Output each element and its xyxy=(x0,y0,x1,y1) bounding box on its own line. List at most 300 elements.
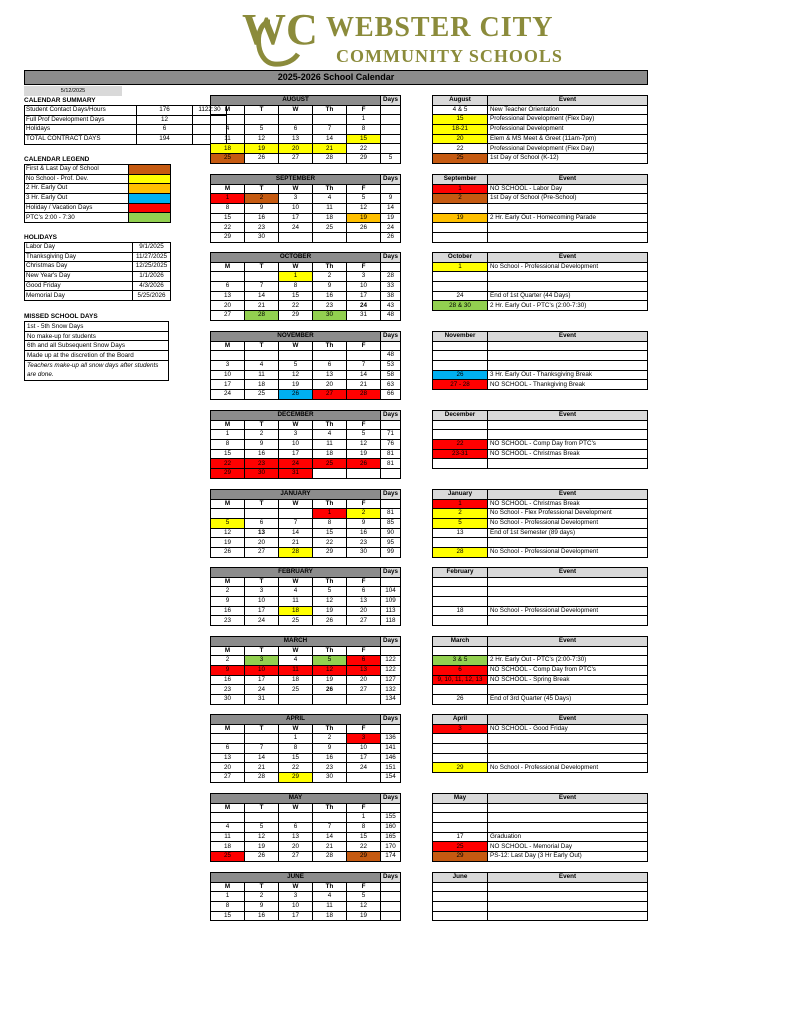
day-cell: 27 xyxy=(279,852,313,862)
holiday-date: 1/1/2026 xyxy=(133,272,171,282)
day-cell: 5 xyxy=(245,823,279,833)
day-cell: 23 xyxy=(211,616,245,626)
event-text: End of 3rd Quarter (45 Days) xyxy=(488,695,648,705)
day-cell: 6 xyxy=(279,125,313,135)
event-text xyxy=(488,911,648,921)
event-date xyxy=(433,272,488,282)
day-cell: 2 xyxy=(245,430,279,440)
event-text: 2 Hr. Early Out - PTC's (2:00-7:30) xyxy=(488,301,648,311)
event-date xyxy=(433,459,488,469)
day-cell: 8 xyxy=(279,282,313,292)
summary-hours: 1122:30 xyxy=(193,106,227,116)
week-row xyxy=(211,813,401,823)
day-cell: 26 xyxy=(245,154,279,164)
weekday-row xyxy=(211,499,401,509)
weekday-label: Th xyxy=(313,646,347,656)
missed-days-box xyxy=(24,321,169,381)
summary-value: 6 xyxy=(137,125,193,135)
legend-row xyxy=(25,213,171,223)
events-header-row xyxy=(433,794,648,804)
events-table-march xyxy=(432,636,648,705)
days-count: 81 xyxy=(381,459,401,469)
day-cell: 1 xyxy=(211,892,245,902)
day-cell: 28 xyxy=(245,311,279,321)
event-text: No School - Professional Development xyxy=(488,519,648,529)
day-cell: 15 xyxy=(313,528,347,538)
event-text xyxy=(488,902,648,912)
weekday-label: W xyxy=(279,646,313,656)
day-cell: 25 xyxy=(313,459,347,469)
day-cell: 22 xyxy=(347,842,381,852)
days-count: 48 xyxy=(381,311,401,321)
weekday-label: F xyxy=(347,882,381,892)
weekday-row xyxy=(211,803,401,813)
events-month-label: January xyxy=(433,490,488,500)
month-header-row xyxy=(211,96,401,106)
holiday-row xyxy=(25,281,171,291)
day-cell: 19 xyxy=(245,144,279,154)
week-row xyxy=(211,361,401,371)
days-count: 155 xyxy=(381,813,401,823)
summary-label: TOTAL CONTRACT DAYS xyxy=(25,135,137,145)
event-text: 2 Hr. Early Out - PTC's (2:00-7:30) xyxy=(488,656,648,666)
day-cell: 16 xyxy=(245,449,279,459)
day-cell: 16 xyxy=(211,675,245,685)
week-row xyxy=(211,459,401,469)
day-cell: 21 xyxy=(313,144,347,154)
event-text: No School - Professional Development xyxy=(488,606,648,616)
missed-note: Teachers make-up all snow days after students are done. xyxy=(27,361,159,378)
day-cell: 15 xyxy=(211,911,245,921)
event-row xyxy=(433,763,648,773)
day-cell: 3 xyxy=(347,734,381,744)
event-date xyxy=(433,597,488,607)
event-text xyxy=(488,577,648,587)
month-name: NOVEMBER xyxy=(211,332,381,342)
event-row xyxy=(433,597,648,607)
week-row xyxy=(211,606,401,616)
event-row xyxy=(433,194,648,204)
missed-line: No make-up for students xyxy=(25,332,168,342)
event-row xyxy=(433,272,648,282)
day-cell: 31 xyxy=(279,469,313,479)
weekday-label: F xyxy=(347,803,381,813)
weekday-label: W xyxy=(279,420,313,430)
day-cell: 11 xyxy=(245,370,279,380)
weekday-label: M xyxy=(211,803,245,813)
event-row xyxy=(433,380,648,390)
weekday-label: T xyxy=(245,803,279,813)
monogram-w: WC xyxy=(242,5,318,54)
day-cell: 27 xyxy=(347,616,381,626)
day-cell: 14 xyxy=(245,753,279,763)
weekday-label: T xyxy=(245,341,279,351)
week-row xyxy=(211,538,401,548)
day-cell: 23 xyxy=(313,763,347,773)
week-row xyxy=(211,115,401,125)
days-header: Days xyxy=(381,490,401,500)
week-row xyxy=(211,370,401,380)
events-month-label: June xyxy=(433,873,488,883)
event-date xyxy=(433,882,488,892)
days-count: 90 xyxy=(381,528,401,538)
weekday-label: Th xyxy=(313,420,347,430)
events-event-label: Event xyxy=(488,253,648,263)
day-cell: 2 xyxy=(245,892,279,902)
event-text: NO SCHOOL - Christmas Break xyxy=(488,499,648,509)
day-cell: 18 xyxy=(211,842,245,852)
day-cell xyxy=(245,115,279,125)
event-row xyxy=(433,646,648,656)
days-count: 28 xyxy=(381,272,401,282)
events-month-label: May xyxy=(433,794,488,804)
day-cell: 10 xyxy=(279,204,313,214)
month-table-november xyxy=(210,331,401,400)
weekday-label: W xyxy=(279,499,313,509)
day-cell: 27 xyxy=(211,773,245,783)
day-cell: 7 xyxy=(313,823,347,833)
weekday-label: Th xyxy=(313,262,347,272)
day-cell: 23 xyxy=(245,223,279,233)
week-row xyxy=(211,675,401,685)
event-row xyxy=(433,675,648,685)
day-cell: 2 xyxy=(211,656,245,666)
holiday-date: 11/27/2025 xyxy=(133,252,171,262)
event-row xyxy=(433,892,648,902)
week-row xyxy=(211,213,401,223)
day-cell xyxy=(313,233,347,243)
day-cell: 12 xyxy=(347,204,381,214)
day-cell: 1 xyxy=(313,509,347,519)
event-row xyxy=(433,134,648,144)
event-row xyxy=(433,449,648,459)
week-row xyxy=(211,528,401,538)
event-row xyxy=(433,301,648,311)
week-row xyxy=(211,223,401,233)
day-cell: 19 xyxy=(347,449,381,459)
days-col-blank xyxy=(381,882,401,892)
day-cell: 3 xyxy=(211,361,245,371)
event-text: Professional Development (Flex Day) xyxy=(488,144,648,154)
weekday-row xyxy=(211,420,401,430)
day-cell xyxy=(313,351,347,361)
event-row xyxy=(433,587,648,597)
day-cell: 18 xyxy=(211,144,245,154)
day-cell: 13 xyxy=(313,370,347,380)
month-header-row xyxy=(211,490,401,500)
day-cell: 8 xyxy=(211,204,245,214)
days-count: 122 xyxy=(381,656,401,666)
event-row xyxy=(433,499,648,509)
day-cell: 11 xyxy=(313,902,347,912)
district-logo xyxy=(240,4,563,70)
day-cell: 28 xyxy=(347,390,381,400)
days-col-blank xyxy=(381,803,401,813)
day-cell: 13 xyxy=(279,134,313,144)
day-cell: 22 xyxy=(211,223,245,233)
event-date: 3 & 5 xyxy=(433,656,488,666)
day-cell: 20 xyxy=(211,763,245,773)
days-col-blank xyxy=(381,262,401,272)
event-date xyxy=(433,538,488,548)
day-cell: 27 xyxy=(279,154,313,164)
event-text: End of 1st Semester (89 days) xyxy=(488,528,648,538)
days-count: 122 xyxy=(381,666,401,676)
day-cell: 22 xyxy=(279,763,313,773)
event-text xyxy=(488,744,648,754)
days-count: 26 xyxy=(381,233,401,243)
day-cell: 20 xyxy=(313,380,347,390)
event-row xyxy=(433,282,648,292)
day-cell: 29 xyxy=(211,469,245,479)
event-date: 18-21 xyxy=(433,125,488,135)
day-cell: 4 xyxy=(211,823,245,833)
day-cell: 9 xyxy=(245,204,279,214)
week-row xyxy=(211,892,401,902)
event-date xyxy=(433,223,488,233)
summary-row xyxy=(25,135,227,145)
weekday-label: Th xyxy=(313,882,347,892)
days-count: 71 xyxy=(381,430,401,440)
event-text xyxy=(488,223,648,233)
day-cell: 6 xyxy=(245,519,279,529)
weekday-label: M xyxy=(211,724,245,734)
day-cell: 19 xyxy=(279,380,313,390)
event-date xyxy=(433,351,488,361)
day-cell xyxy=(211,115,245,125)
event-date xyxy=(433,282,488,292)
month-name: JUNE xyxy=(211,873,381,883)
days-count: 43 xyxy=(381,301,401,311)
week-row xyxy=(211,449,401,459)
day-cell: 14 xyxy=(279,528,313,538)
event-text xyxy=(488,813,648,823)
event-date xyxy=(433,577,488,587)
event-text xyxy=(488,587,648,597)
event-row xyxy=(433,842,648,852)
month-header-row xyxy=(211,715,401,725)
week-row xyxy=(211,832,401,842)
summary-value: 194 xyxy=(137,135,193,145)
day-cell: 25 xyxy=(211,852,245,862)
day-cell: 11 xyxy=(211,134,245,144)
event-text: 1st Day of School (K-12) xyxy=(488,154,648,164)
day-cell: 29 xyxy=(279,311,313,321)
legend-row xyxy=(25,174,171,184)
holiday-name: Labor Day xyxy=(25,243,133,253)
days-count: 85 xyxy=(381,519,401,529)
day-cell: 29 xyxy=(347,154,381,164)
day-cell: 26 xyxy=(211,548,245,558)
day-cell: 30 xyxy=(313,773,347,783)
events-month-label: December xyxy=(433,411,488,421)
holidays-table xyxy=(24,242,171,301)
days-count: 118 xyxy=(381,616,401,626)
day-cell: 18 xyxy=(245,380,279,390)
day-cell xyxy=(347,351,381,361)
day-cell: 17 xyxy=(347,291,381,301)
week-row xyxy=(211,519,401,529)
event-row xyxy=(433,184,648,194)
event-date: 22 xyxy=(433,144,488,154)
day-cell: 5 xyxy=(347,892,381,902)
days-count: 48 xyxy=(381,351,401,361)
weekday-label: W xyxy=(279,882,313,892)
day-cell xyxy=(245,734,279,744)
day-cell: 29 xyxy=(313,548,347,558)
day-cell: 2 xyxy=(313,734,347,744)
event-text: NO SCHOOL - Comp Day from PTC's xyxy=(488,440,648,450)
events-table-january xyxy=(432,489,648,558)
day-cell: 2 xyxy=(245,194,279,204)
days-header: Days xyxy=(381,253,401,263)
day-cell: 20 xyxy=(347,606,381,616)
events-header-row xyxy=(433,175,648,185)
event-row xyxy=(433,420,648,430)
events-event-label: Event xyxy=(488,794,648,804)
legend-swatch xyxy=(129,174,171,184)
days-header: Days xyxy=(381,175,401,185)
day-cell: 3 xyxy=(279,892,313,902)
day-cell: 19 xyxy=(211,538,245,548)
event-date: 24 xyxy=(433,291,488,301)
week-row xyxy=(211,773,401,783)
summary-label: Full Prof Development Days xyxy=(25,115,137,125)
day-cell: 4 xyxy=(279,656,313,666)
day-cell: 19 xyxy=(245,842,279,852)
weekday-label: Th xyxy=(313,499,347,509)
event-text: Elem & MS Meet & Greet (11am-7pm) xyxy=(488,134,648,144)
events-event-label: Event xyxy=(488,873,648,883)
day-cell: 24 xyxy=(211,390,245,400)
events-event-label: Event xyxy=(488,715,648,725)
event-row xyxy=(433,509,648,519)
day-cell: 4 xyxy=(279,587,313,597)
day-cell: 1 xyxy=(347,813,381,823)
weekday-label: T xyxy=(245,499,279,509)
days-count xyxy=(381,115,401,125)
days-header: Days xyxy=(381,411,401,421)
weekday-label: M xyxy=(211,577,245,587)
day-cell xyxy=(313,469,347,479)
day-cell: 14 xyxy=(313,832,347,842)
event-row xyxy=(433,370,648,380)
day-cell: 30 xyxy=(313,311,347,321)
day-cell: 18 xyxy=(279,675,313,685)
event-row xyxy=(433,744,648,754)
event-text xyxy=(488,341,648,351)
event-text xyxy=(488,803,648,813)
legend-swatch xyxy=(129,184,171,194)
day-cell: 13 xyxy=(245,528,279,538)
event-row xyxy=(433,154,648,164)
week-row xyxy=(211,734,401,744)
week-row xyxy=(211,390,401,400)
events-month-label: October xyxy=(433,253,488,263)
summary-row xyxy=(25,115,227,125)
event-row xyxy=(433,577,648,587)
weekday-label: T xyxy=(245,646,279,656)
weekday-label: M xyxy=(211,882,245,892)
event-row xyxy=(433,606,648,616)
day-cell xyxy=(245,813,279,823)
event-date xyxy=(433,753,488,763)
days-count: 14 xyxy=(381,204,401,214)
events-event-label: Event xyxy=(488,568,648,578)
weekday-label: M xyxy=(211,499,245,509)
days-count xyxy=(381,144,401,154)
month-header-row xyxy=(211,794,401,804)
weekday-row xyxy=(211,341,401,351)
day-cell: 12 xyxy=(313,597,347,607)
missed-line: Made up at the discretion of the Board xyxy=(25,351,168,361)
day-cell: 16 xyxy=(347,528,381,538)
events-header-row xyxy=(433,568,648,578)
day-cell: 17 xyxy=(245,606,279,616)
day-cell: 26 xyxy=(313,685,347,695)
day-cell: 9 xyxy=(245,902,279,912)
day-cell: 28 xyxy=(279,548,313,558)
event-row xyxy=(433,351,648,361)
days-count: 76 xyxy=(381,440,401,450)
day-cell: 25 xyxy=(279,685,313,695)
day-cell: 18 xyxy=(279,606,313,616)
event-date: 17 xyxy=(433,832,488,842)
day-cell: 3 xyxy=(279,194,313,204)
event-date: 3 xyxy=(433,724,488,734)
days-header: Days xyxy=(381,96,401,106)
weekday-row xyxy=(211,646,401,656)
day-cell xyxy=(245,351,279,361)
day-cell: 6 xyxy=(211,282,245,292)
event-text: No School - Professional Development xyxy=(488,763,648,773)
event-text: PS-12: Last Day (3 Hr Early Out) xyxy=(488,852,648,862)
day-cell xyxy=(245,509,279,519)
day-cell: 17 xyxy=(347,753,381,763)
events-header-row xyxy=(433,253,648,263)
events-table-october xyxy=(432,252,648,311)
day-cell xyxy=(211,509,245,519)
days-count: 38 xyxy=(381,291,401,301)
event-date: 23-31 xyxy=(433,449,488,459)
day-cell: 3 xyxy=(279,430,313,440)
event-text xyxy=(488,597,648,607)
days-count: 9 xyxy=(381,194,401,204)
weekday-label: W xyxy=(279,803,313,813)
legend-heading: CALENDAR LEGEND xyxy=(24,156,90,163)
day-cell: 12 xyxy=(245,832,279,842)
missed-line: 1st - 5th Snow Days xyxy=(25,322,168,332)
day-cell: 17 xyxy=(279,911,313,921)
day-cell: 27 xyxy=(211,311,245,321)
holiday-name: Thanksgiving Day xyxy=(25,252,133,262)
weekday-label: T xyxy=(245,420,279,430)
day-cell: 10 xyxy=(279,440,313,450)
week-row xyxy=(211,272,401,282)
day-cell xyxy=(211,734,245,744)
event-date xyxy=(433,911,488,921)
day-cell: 10 xyxy=(211,370,245,380)
holiday-name: Christmas Day xyxy=(25,262,133,272)
day-cell: 5 xyxy=(347,194,381,204)
day-cell: 10 xyxy=(347,744,381,754)
event-row xyxy=(433,734,648,744)
days-count: 109 xyxy=(381,597,401,607)
day-cell: 26 xyxy=(245,852,279,862)
event-row xyxy=(433,459,648,469)
event-row xyxy=(433,902,648,912)
day-cell: 5 xyxy=(347,430,381,440)
